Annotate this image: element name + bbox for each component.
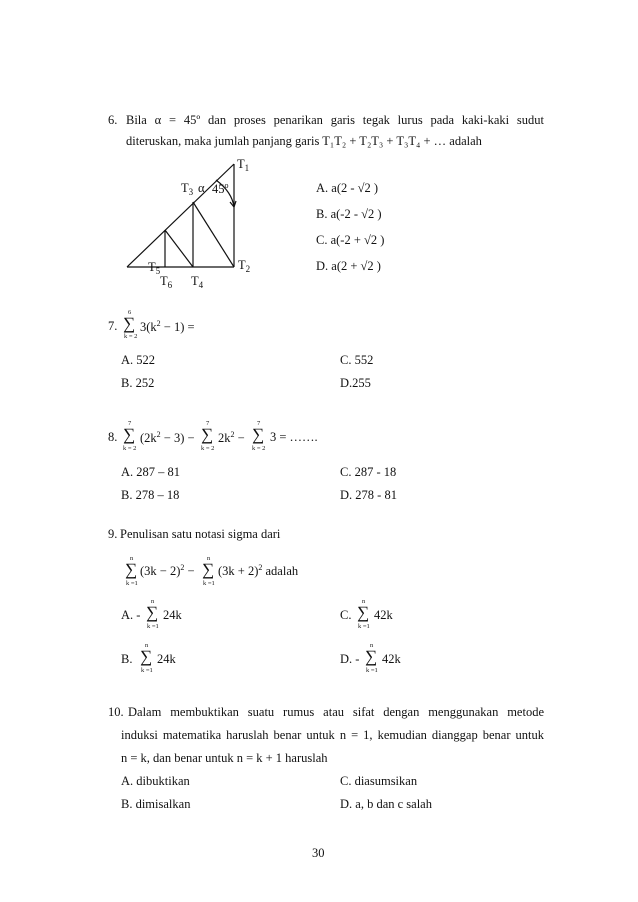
q7-option-c[interactable]: C. 552 xyxy=(340,353,374,367)
q7-option-d[interactable]: D.255 xyxy=(340,376,371,390)
q9-number: 9. xyxy=(108,527,118,541)
q10-line-1: Dalam membuktikan suatu rumus atau sifat dengan menggunakan metode xyxy=(128,705,544,719)
q8-option-b[interactable]: B. 278 – 18 xyxy=(121,488,180,502)
q7-sigma-expression: 6 ∑ k = 2 $3(k^2 - 1)$ = xyxy=(123,309,195,340)
q8-option-d[interactable]: D. 278 - 81 xyxy=(340,488,397,502)
label-t4: $T_4$ xyxy=(191,274,204,290)
label-alpha: α xyxy=(198,181,205,195)
q6-triangle-figure xyxy=(120,152,280,292)
q8-sigma-expression: 7 ∑ k = 2 $(2k^2 - 3)$ − 7 ∑ k = 2 $2k^2$ − 7 ∑ k = 2 3 = ……. xyxy=(123,420,318,452)
q6-option-b[interactable]: B. a(-2 - √2 ) xyxy=(316,207,382,221)
q10-option-d[interactable]: D. a, b dan c salah xyxy=(340,797,432,811)
sigma-icon: ∑ xyxy=(125,560,138,579)
q6-option-c[interactable]: C. a(-2 + √2 ) xyxy=(316,233,385,247)
q9-option-d[interactable]: D. - n ∑ k =1 42k xyxy=(340,642,401,674)
sigma-icon: ∑ xyxy=(357,603,370,622)
label-t1: $T_1$ xyxy=(237,157,250,173)
q8-option-a[interactable]: A. 287 – 81 xyxy=(121,465,181,479)
q10-number: 10. xyxy=(108,705,124,719)
label-t2: $T_2$ xyxy=(238,258,251,274)
q9-sigma-expression: n ∑ k =1 $(3k - 2)^2$ − n ∑ k =1 $(3k + 2)^2$ adalah xyxy=(125,555,299,587)
q7-option-b[interactable]: B. 252 xyxy=(121,376,155,390)
q9-option-b[interactable]: B. n ∑ k =1 24k xyxy=(121,642,176,674)
q10-line-2: induksi matematika haruslah benar untuk n = 1, kemudian dianggap benar untuk xyxy=(121,728,544,742)
label-t6: $T_6$ xyxy=(160,274,173,290)
label-angle-45: 45$^o$ xyxy=(212,181,229,196)
q8-number: 8. xyxy=(108,430,118,444)
q6-line-1: Bila α = 45º dan proses penarikan garis tegak lurus pada kaki-kaki sudut xyxy=(126,113,544,127)
sigma-icon: ∑ xyxy=(146,603,159,622)
sigma-icon: ∑ xyxy=(252,425,265,444)
q6-option-d[interactable]: D. a(2 + √2 ) xyxy=(316,259,381,273)
sigma-icon: ∑ xyxy=(202,560,215,579)
q7-number: 7. xyxy=(108,319,118,333)
q6-option-a[interactable]: A. a(2 - √2 ) xyxy=(316,181,379,195)
q8-option-c[interactable]: C. 287 - 18 xyxy=(340,465,397,479)
q7-option-a[interactable]: A. 522 xyxy=(121,353,156,367)
label-t3: $T_3$ xyxy=(181,181,194,197)
label-t5: $T_5$ xyxy=(148,260,161,276)
q6-number: 6. xyxy=(108,113,118,127)
q10-option-b[interactable]: B. dimisalkan xyxy=(121,797,191,811)
q9-option-a[interactable]: A. - n ∑ k =1 24k xyxy=(121,598,182,630)
q9-option-c[interactable]: C. n ∑ k =1 42k xyxy=(340,598,393,630)
sigma-icon: ∑ xyxy=(123,425,136,444)
sigma-icon: ∑ xyxy=(123,314,136,333)
q10-option-c[interactable]: C. diasumsikan xyxy=(340,774,418,788)
q6-line-2: diteruskan, maka jumlah panjang garis T₁T₂ + T₂T₃ + T₃T₄ + … adalah xyxy=(126,134,482,148)
sigma-icon: ∑ xyxy=(201,425,214,444)
q10-line-3: n = k, dan benar untuk n = k + 1 haruslah xyxy=(121,751,328,765)
page-number: 30 xyxy=(312,846,325,860)
sigma-icon: ∑ xyxy=(365,647,378,666)
sigma-icon: ∑ xyxy=(140,647,153,666)
q10-option-a[interactable]: A. dibuktikan xyxy=(121,774,190,788)
q9-stem: Penulisan satu notasi sigma dari xyxy=(120,527,281,541)
